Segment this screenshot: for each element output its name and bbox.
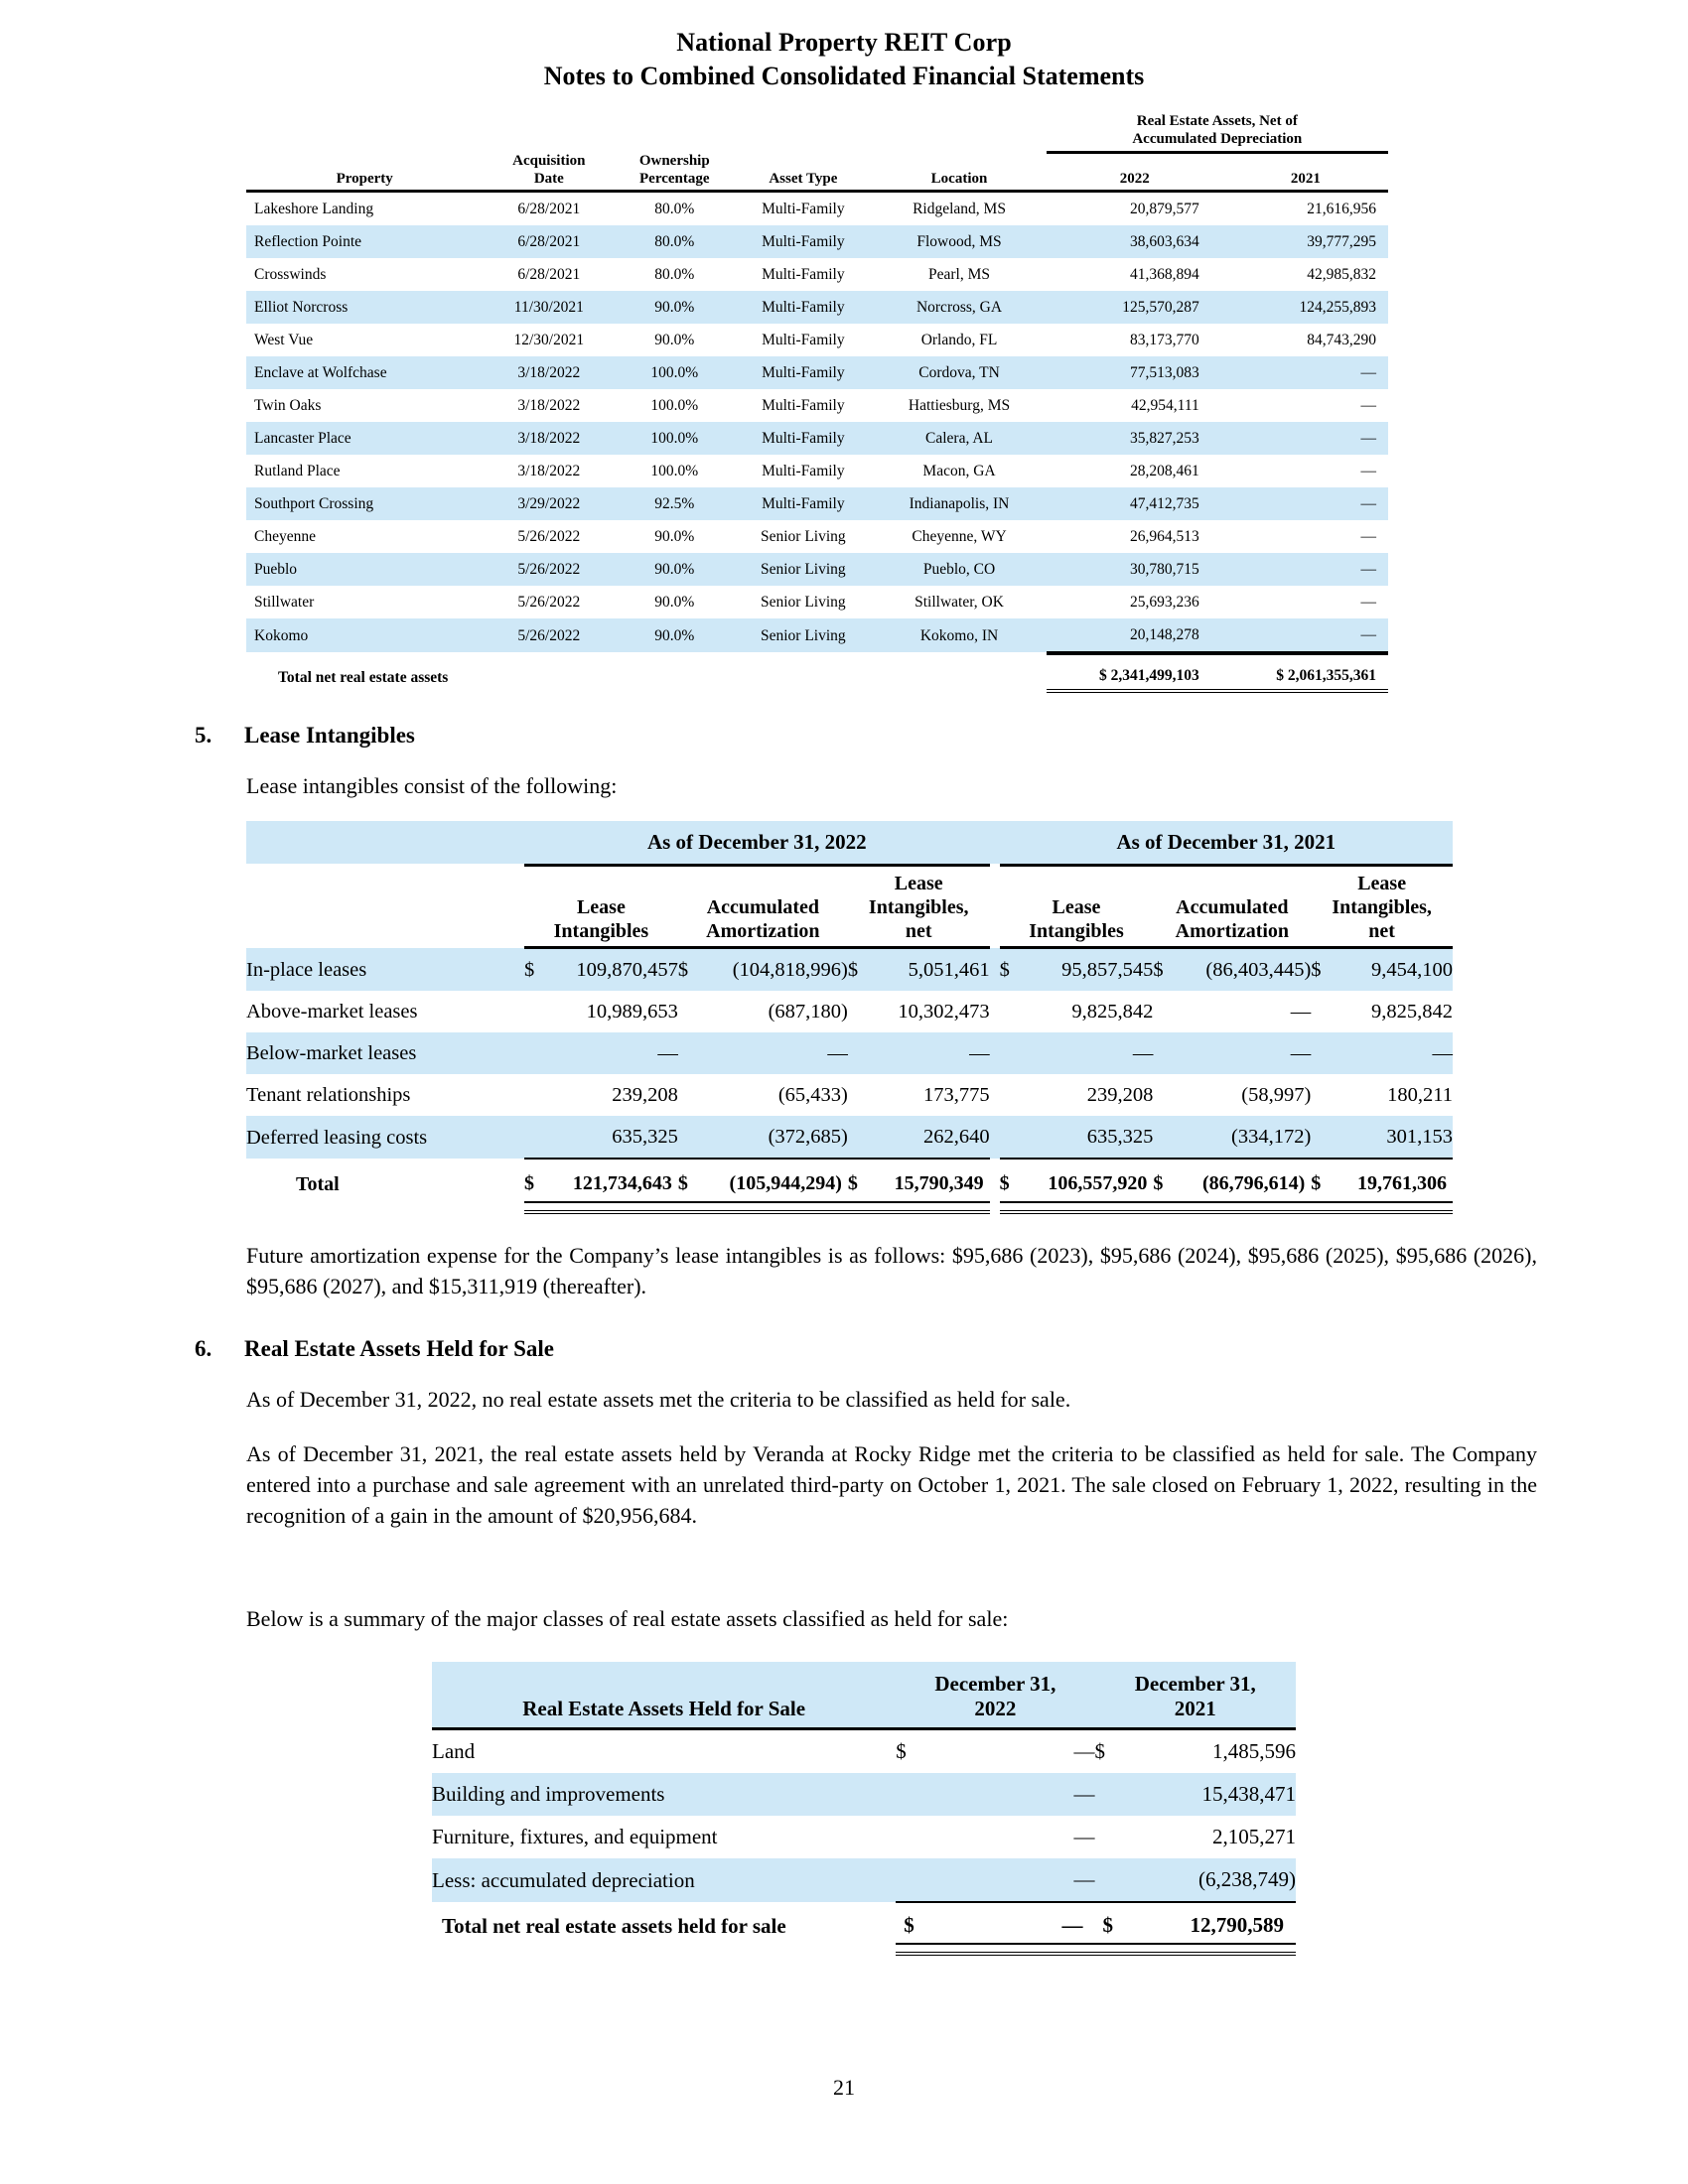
cell-gap — [990, 991, 1000, 1032]
cell-c6-currency — [1311, 991, 1336, 1032]
cell-value-2021: 124,255,893 — [1299, 298, 1376, 316]
table-row — [246, 618, 1388, 652]
cell-value-2021: 1,485,596 — [1212, 1739, 1296, 1764]
cell-asset-type: Multi-Family — [762, 494, 845, 512]
cell-c3-currency: $ — [847, 958, 859, 981]
cell-c2-currency — [678, 1116, 704, 1159]
hfs-col-header-label: Real Estate Assets Held for Sale — [432, 1662, 896, 1727]
cell-value-2022: 30,780,715 — [1130, 560, 1199, 578]
lease-subheader-net-2021: Lease Intangibles, net — [1332, 873, 1432, 942]
cell-c1-currency — [524, 1116, 550, 1159]
cell-c6-currency: $ — [1311, 958, 1322, 981]
cell-location: Calera, AL — [925, 429, 994, 447]
section-5-title: Lease Intangibles — [244, 723, 415, 749]
lease-table-body — [246, 948, 1453, 1160]
cell-net-2022: 10,302,473 — [898, 1000, 990, 1023]
cell-c1-currency: $ — [524, 958, 535, 981]
cell-row-label: In-place leases — [246, 958, 367, 981]
property-table-column-header-row — [246, 152, 1388, 190]
table-row — [246, 520, 1388, 553]
cell-ownership: 100.0% — [650, 363, 699, 381]
cell-gap — [990, 1032, 1000, 1074]
cell-c5-currency — [1153, 1032, 1179, 1074]
lease-total-label: Total — [296, 1173, 340, 1196]
cell-location: Macon, GA — [922, 462, 996, 479]
cell-value-2022: — — [1073, 1825, 1095, 1849]
table-row — [246, 389, 1388, 422]
cell-location: Cordova, TN — [918, 363, 1000, 381]
cell-c2-currency: $ — [677, 958, 689, 981]
cell-asset-type: Multi-Family — [762, 200, 845, 217]
group-header-real-estate-net: Real Estate Assets, Net of Accumulated Depreciation — [1132, 112, 1303, 147]
cell-location: Stillwater, OK — [914, 593, 1004, 611]
cell-property: Enclave at Wolfchase — [254, 363, 387, 381]
cell-row-label: Building and improvements — [432, 1782, 665, 1807]
lease-group-blank — [246, 821, 524, 864]
hfs-table-foot — [432, 1902, 1296, 1954]
cell-asset-type: Multi-Family — [762, 232, 845, 250]
lease-group-gap — [990, 821, 1000, 864]
table-row — [246, 1032, 1453, 1074]
cell-value-2021: — — [1360, 396, 1376, 414]
cell-lease-intangibles-2021: — — [1132, 1041, 1154, 1064]
cell-value-2021: 2,105,271 — [1212, 1825, 1296, 1849]
cell-2021-currency: $ — [1094, 1739, 1105, 1764]
cell-asset-type: Multi-Family — [762, 429, 845, 447]
lease-total-c3-currency: $ — [847, 1172, 858, 1195]
cell-c1-currency — [524, 991, 550, 1032]
col-header-acquisition-date: Acquisition Date — [512, 153, 586, 188]
cell-net-2021: — — [1432, 1041, 1453, 1064]
lease-subheader-accum-amort-2021: Accumulated Amortization — [1175, 895, 1290, 942]
section-5-number: 5. — [195, 723, 212, 749]
table-row — [246, 225, 1388, 258]
hfs-total-label: Total net real estate assets held for sale — [442, 1914, 786, 1939]
lease-subheader-accum-amort-2022: Accumulated Amortization — [706, 895, 820, 942]
hfs-header-row — [432, 1662, 1296, 1727]
cell-ownership: 100.0% — [650, 429, 699, 447]
page-title: National Property REIT Corp — [676, 28, 1012, 57]
table-row — [246, 991, 1453, 1032]
cell-asset-type: Senior Living — [761, 593, 846, 611]
hfs-total-2022: — — [1061, 1913, 1083, 1938]
cell-location: Norcross, GA — [915, 298, 1003, 316]
cell-value-2021: — — [1360, 462, 1376, 479]
cell-c2-currency — [678, 991, 704, 1032]
hfs-total-row — [432, 1903, 1296, 1944]
table-row — [246, 586, 1388, 618]
cell-ownership: 90.0% — [654, 298, 695, 316]
cell-ownership: 90.0% — [654, 593, 695, 611]
cell-asset-type: Multi-Family — [762, 265, 845, 283]
cell-value-2022: 26,964,513 — [1130, 527, 1199, 545]
cell-ownership: 90.0% — [654, 560, 695, 578]
cell-value-2021: 15,438,471 — [1201, 1782, 1296, 1807]
lease-table-foot — [246, 1159, 1453, 1212]
cell-ownership: 80.0% — [654, 232, 695, 250]
cell-asset-type: Multi-Family — [762, 462, 845, 479]
hfs-total-2021-currency: $ — [1102, 1913, 1113, 1938]
cell-location: Kokomo, IN — [919, 626, 999, 644]
cell-c5-currency: $ — [1153, 958, 1164, 981]
cell-ownership: 90.0% — [654, 331, 695, 348]
cell-row-label: Deferred leasing costs — [246, 1126, 428, 1149]
cell-c1-currency — [524, 1032, 550, 1074]
cell-c6-currency — [1311, 1074, 1336, 1116]
table-row — [246, 1116, 1453, 1159]
cell-ownership: 90.0% — [654, 527, 695, 545]
cell-location: Pueblo, CO — [922, 560, 996, 578]
lease-total-row — [246, 1160, 1453, 1202]
property-total-2021: $ 2,061,355,361 — [1223, 654, 1388, 691]
cell-value-2021: 21,616,956 — [1307, 200, 1376, 217]
lease-total-c4-currency: $ — [999, 1172, 1010, 1195]
lease-total-c2-currency: $ — [677, 1172, 688, 1195]
cell-gap — [990, 1074, 1000, 1116]
property-table-body — [246, 192, 1388, 653]
cell-row-label: Above-market leases — [246, 1000, 418, 1023]
cell-ownership: 100.0% — [650, 462, 699, 479]
cell-value-2022: 42,954,111 — [1131, 396, 1199, 414]
held-for-sale-paragraph-1: As of December 31, 2022, no real estate assets met the criteria to be classified as held for sale. — [246, 1386, 1071, 1412]
cell-net-2022: 173,775 — [922, 1083, 990, 1106]
cell-acquisition-date: 3/18/2022 — [517, 462, 581, 479]
cell-acquisition-date: 3/18/2022 — [517, 363, 581, 381]
cell-ownership: 100.0% — [650, 396, 699, 414]
table-row — [432, 1858, 1296, 1902]
hfs-total-2022-currency: $ — [904, 1913, 914, 1938]
cell-acquisition-date: 5/26/2022 — [517, 626, 581, 644]
section-held-for-sale — [0, 1336, 1688, 1362]
cell-acquisition-date: 3/29/2022 — [517, 494, 581, 512]
cell-lease-intangibles-2021: 9,825,842 — [1071, 1000, 1154, 1023]
property-table-foot — [246, 652, 1388, 691]
cell-2022-currency: $ — [896, 1739, 907, 1764]
held-for-sale-table — [432, 1662, 1296, 1956]
cell-value-2021: (6,238,749) — [1198, 1867, 1296, 1892]
property-total-label: Total net real estate assets — [278, 669, 449, 687]
cell-location: Orlando, FL — [920, 331, 998, 348]
table-row — [246, 258, 1388, 291]
lease-total-c5: (86,796,614) — [1201, 1172, 1306, 1195]
col-header-asset-type: Asset Type — [769, 171, 838, 188]
cell-lease-intangibles-2022: 109,870,457 — [576, 958, 678, 981]
property-table-head — [246, 112, 1388, 192]
cell-c3-currency — [848, 1074, 874, 1116]
table-row — [246, 948, 1453, 992]
cell-asset-type: Senior Living — [761, 527, 846, 545]
cell-value-2021: — — [1360, 593, 1376, 611]
lease-table-subheader-row — [246, 866, 1453, 946]
cell-ownership: 92.5% — [654, 494, 695, 512]
section-6-title: Real Estate Assets Held for Sale — [244, 1335, 554, 1361]
cell-property: Elliot Norcross — [254, 298, 349, 316]
cell-value-2022: 41,368,894 — [1130, 265, 1199, 283]
cell-value-2022: 47,412,735 — [1130, 494, 1199, 512]
cell-location: Indianapolis, IN — [909, 494, 1010, 512]
cell-lease-intangibles-2021: 95,857,545 — [1061, 958, 1154, 981]
cell-net-2022: 5,051,461 — [908, 958, 990, 981]
table-row — [432, 1729, 1296, 1774]
cell-property: Rutland Place — [254, 462, 341, 479]
cell-value-2022: — — [1073, 1782, 1095, 1807]
cell-accum-amort-2021: — — [1290, 1000, 1312, 1023]
cell-asset-type: Multi-Family — [762, 363, 845, 381]
cell-2021-currency — [1094, 1858, 1129, 1902]
cell-2021-currency — [1094, 1773, 1129, 1816]
table-row — [246, 455, 1388, 487]
cell-property: Crosswinds — [254, 265, 327, 283]
cell-value-2021: 42,985,832 — [1307, 265, 1376, 283]
cell-lease-intangibles-2022: 635,325 — [612, 1125, 678, 1148]
held-for-sale-paragraph-3: Below is a summary of the major classes of real estate assets classified as held for sale: — [246, 1605, 1009, 1631]
cell-row-label: Less: accumulated depreciation — [432, 1868, 695, 1893]
cell-c5-currency — [1153, 1074, 1179, 1116]
cell-acquisition-date: 3/18/2022 — [517, 429, 581, 447]
cell-c4-currency — [1000, 1074, 1026, 1116]
cell-ownership: 80.0% — [654, 265, 695, 283]
col-header-2021: 2021 — [1290, 171, 1321, 188]
lease-total-doublerule-row — [246, 1202, 1453, 1212]
lease-total-doublerule-2021 — [1000, 1202, 1453, 1212]
cell-c6-currency — [1311, 1116, 1336, 1159]
lease-subheader-blank — [246, 866, 524, 946]
cell-asset-type: Senior Living — [761, 626, 846, 644]
cell-2022-currency — [896, 1816, 930, 1858]
lease-total-c6-currency: $ — [1311, 1172, 1322, 1195]
table-row — [246, 356, 1388, 389]
cell-c2-currency — [678, 1074, 704, 1116]
hfs-table-body — [432, 1729, 1296, 1903]
lease-total-c1-currency: $ — [524, 1172, 534, 1195]
cell-value-2022: 38,603,634 — [1130, 232, 1199, 250]
hfs-col-header-2021: December 31, 2021 — [1094, 1662, 1296, 1727]
lease-total-c2: (105,944,294) — [729, 1172, 842, 1195]
lease-subheader-net-2022: Lease Intangibles, net — [868, 873, 969, 942]
cell-lease-intangibles-2022: — — [657, 1041, 678, 1064]
lease-total-c1: 121,734,643 — [572, 1172, 672, 1195]
cell-value-2022: — — [1073, 1867, 1095, 1892]
cell-c3-currency — [848, 991, 874, 1032]
cell-acquisition-date: 5/26/2022 — [517, 527, 581, 545]
future-amortization-paragraph: Future amortization expense for the Company’s lease intangibles is as follows: $95,686 (2023), $95,686 (2024), $95,686 (2025), $95,686 (2026), $95,686 (2027), and $15,311,919 (thereafter). — [246, 1243, 1537, 1299]
hfs-total-2021: 12,790,589 — [1190, 1913, 1284, 1938]
cell-asset-type: Multi-Family — [762, 298, 845, 316]
cell-property: Reflection Pointe — [254, 232, 362, 250]
cell-gap — [990, 1116, 1000, 1159]
cell-accum-amort-2022: (372,685) — [768, 1125, 848, 1148]
lease-total-c4: 106,557,920 — [1048, 1172, 1148, 1195]
cell-acquisition-date: 11/30/2021 — [513, 298, 584, 316]
hfs-table-head — [432, 1662, 1296, 1729]
cell-c5-currency — [1153, 991, 1179, 1032]
cell-2022-currency — [896, 1773, 930, 1816]
cell-acquisition-date: 6/28/2021 — [517, 200, 581, 217]
cell-property: Kokomo — [254, 626, 309, 644]
col-header-2022: 2022 — [1119, 171, 1150, 188]
cell-row-label: Tenant relationships — [246, 1083, 411, 1106]
cell-value-2021: — — [1360, 560, 1376, 578]
cell-value-2021: 84,743,290 — [1307, 331, 1376, 348]
held-for-sale-paragraph-2: As of December 31, 2021, the real estate assets held by Veranda at Rocky Ridge met the criteria to be classified as held for sale. The Company entered into a purchase and sale agreement with an unrelated third-party on October 1, 2021. The sale closed on February 1, 2022, resulting in the recognition of a gain in the amount of $20,956,684. — [246, 1440, 1537, 1529]
lease-intangibles-table — [246, 821, 1453, 1214]
cell-row-label: Land — [432, 1739, 476, 1764]
cell-acquisition-date: 3/18/2022 — [517, 396, 581, 414]
cell-value-2021: — — [1360, 527, 1376, 545]
cell-net-2021: 9,454,100 — [1371, 958, 1453, 981]
cell-acquisition-date: 6/28/2021 — [517, 232, 581, 250]
lease-total-c6: 19,761,306 — [1357, 1172, 1447, 1195]
cell-value-2022: 20,879,577 — [1130, 200, 1199, 217]
hfs-total-doublerule-2021 — [1094, 1944, 1296, 1954]
col-header-property: Property — [336, 171, 393, 188]
cell-acquisition-date: 5/26/2022 — [517, 593, 581, 611]
property-total-row — [246, 654, 1388, 691]
cell-lease-intangibles-2022: 239,208 — [612, 1083, 678, 1106]
cell-2022-currency — [896, 1858, 930, 1902]
cell-value-2021: 39,777,295 — [1307, 232, 1376, 250]
cell-acquisition-date: 6/28/2021 — [517, 265, 581, 283]
cell-net-2021: 180,211 — [1387, 1083, 1453, 1106]
cell-acquisition-date: 12/30/2021 — [513, 331, 585, 348]
cell-property: Twin Oaks — [254, 396, 322, 414]
cell-value-2021: — — [1360, 429, 1376, 447]
cell-c5-currency — [1153, 1116, 1179, 1159]
cell-value-2022: 25,693,236 — [1130, 593, 1199, 611]
cell-value-2022: 28,208,461 — [1130, 462, 1199, 479]
page-number: 21 — [833, 2075, 855, 2100]
lease-subheader-intangibles-2021: Lease Intangibles — [1029, 895, 1124, 942]
cell-accum-amort-2022: (104,818,996) — [732, 958, 848, 981]
cell-c4-currency — [1000, 991, 1026, 1032]
cell-value-2022: 83,173,770 — [1130, 331, 1199, 348]
table-row — [246, 487, 1388, 520]
hfs-total-doublerule-row — [432, 1944, 1296, 1954]
cell-property: Southport Crossing — [254, 494, 374, 512]
table-row — [432, 1773, 1296, 1816]
cell-c4-currency — [1000, 1032, 1026, 1074]
cell-accum-amort-2021: (334,172) — [1231, 1125, 1312, 1148]
table-row — [246, 553, 1388, 586]
table-row — [246, 1074, 1453, 1116]
table-row — [246, 324, 1388, 356]
col-header-location: Location — [930, 171, 988, 188]
property-total-2022: $ 2,341,499,103 — [1047, 654, 1223, 691]
property-schedule-table — [246, 112, 1388, 694]
cell-value-2022: 125,570,287 — [1122, 298, 1199, 316]
cell-value-2021: — — [1360, 363, 1376, 381]
cell-location: Hattiesburg, MS — [908, 396, 1011, 414]
table-row — [246, 422, 1388, 455]
cell-property: Pueblo — [254, 560, 298, 578]
cell-net-2022: 262,640 — [922, 1125, 990, 1148]
cell-property: Stillwater — [254, 593, 315, 611]
cell-location: Pearl, MS — [928, 265, 991, 283]
lease-total-c5-currency: $ — [1153, 1172, 1164, 1195]
cell-property: West Vue — [254, 331, 314, 348]
lease-total-c3: 15,790,349 — [894, 1172, 984, 1195]
cell-asset-type: Multi-Family — [762, 331, 845, 348]
cell-value-2022: 20,148,278 — [1130, 625, 1199, 643]
cell-accum-amort-2022: — — [827, 1041, 848, 1064]
cell-accum-amort-2022: (687,180) — [768, 1000, 848, 1023]
cell-asset-type: Multi-Family — [762, 396, 845, 414]
cell-c4-currency — [1000, 1116, 1026, 1159]
lease-subheader-intangibles-2022: Lease Intangibles — [553, 895, 649, 942]
page-subtitle: Notes to Combined Consolidated Financial Statements — [543, 62, 1145, 91]
hfs-col-header-2022: December 31, 2022 — [896, 1662, 1094, 1727]
cell-value-2022: — — [1073, 1739, 1095, 1764]
cell-lease-intangibles-2021: 635,325 — [1086, 1125, 1154, 1148]
cell-accum-amort-2022: (65,433) — [777, 1083, 848, 1106]
cell-ownership: 90.0% — [654, 626, 695, 644]
cell-location: Ridgeland, MS — [913, 200, 1006, 217]
cell-c6-currency — [1311, 1032, 1336, 1074]
table-row — [246, 291, 1388, 324]
cell-c3-currency — [848, 1032, 874, 1074]
cell-location: Flowood, MS — [916, 232, 1002, 250]
cell-lease-intangibles-2022: 10,989,653 — [586, 1000, 678, 1023]
cell-row-label: Below-market leases — [246, 1041, 417, 1064]
cell-gap — [990, 948, 1000, 992]
section-lease-intangibles — [0, 723, 1688, 749]
table-row — [246, 192, 1388, 226]
cell-value-2022: 77,513,083 — [1130, 363, 1199, 381]
cell-c4-currency: $ — [999, 958, 1010, 981]
section-6-number: 6. — [195, 1335, 212, 1361]
cell-property: Lancaster Place — [254, 429, 352, 447]
cell-net-2022: — — [969, 1041, 990, 1064]
cell-c1-currency — [524, 1074, 550, 1116]
property-table-group-header-row — [246, 112, 1388, 151]
cell-row-label: Furniture, fixtures, and equipment — [432, 1825, 718, 1849]
cell-value-2022: 35,827,253 — [1130, 429, 1199, 447]
cell-net-2021: 301,153 — [1386, 1125, 1453, 1148]
cell-accum-amort-2021: — — [1290, 1041, 1312, 1064]
lease-total-doublerule-2022 — [524, 1202, 990, 1212]
hfs-total-doublerule-2022 — [896, 1944, 1094, 1954]
lease-table-head — [246, 821, 1453, 947]
cell-net-2021: 9,825,842 — [1371, 1000, 1453, 1023]
cell-accum-amort-2021: (86,403,445) — [1205, 958, 1312, 981]
cell-value-2021: — — [1360, 494, 1376, 512]
cell-lease-intangibles-2021: 239,208 — [1086, 1083, 1154, 1106]
cell-c2-currency — [678, 1032, 704, 1074]
lease-group-header-2021: As of December 31, 2021 — [1000, 821, 1453, 864]
cell-property: Lakeshore Landing — [254, 200, 374, 217]
cell-2021-currency — [1094, 1816, 1129, 1858]
cell-ownership: 80.0% — [654, 200, 695, 217]
cell-accum-amort-2021: (58,997) — [1241, 1083, 1312, 1106]
lease-group-header-2022: As of December 31, 2022 — [524, 821, 990, 864]
cell-value-2021: — — [1360, 625, 1376, 643]
cell-location: Cheyenne, WY — [912, 527, 1007, 545]
lease-table-group-header-row — [246, 821, 1453, 864]
cell-asset-type: Senior Living — [761, 560, 846, 578]
cell-c3-currency — [848, 1116, 874, 1159]
table-row — [432, 1816, 1296, 1858]
cell-acquisition-date: 5/26/2022 — [517, 560, 581, 578]
col-header-ownership-percentage: Ownership Percentage — [638, 153, 710, 188]
cell-property: Cheyenne — [254, 527, 316, 545]
lease-intangibles-intro: Lease intangibles consist of the following: — [246, 773, 618, 799]
